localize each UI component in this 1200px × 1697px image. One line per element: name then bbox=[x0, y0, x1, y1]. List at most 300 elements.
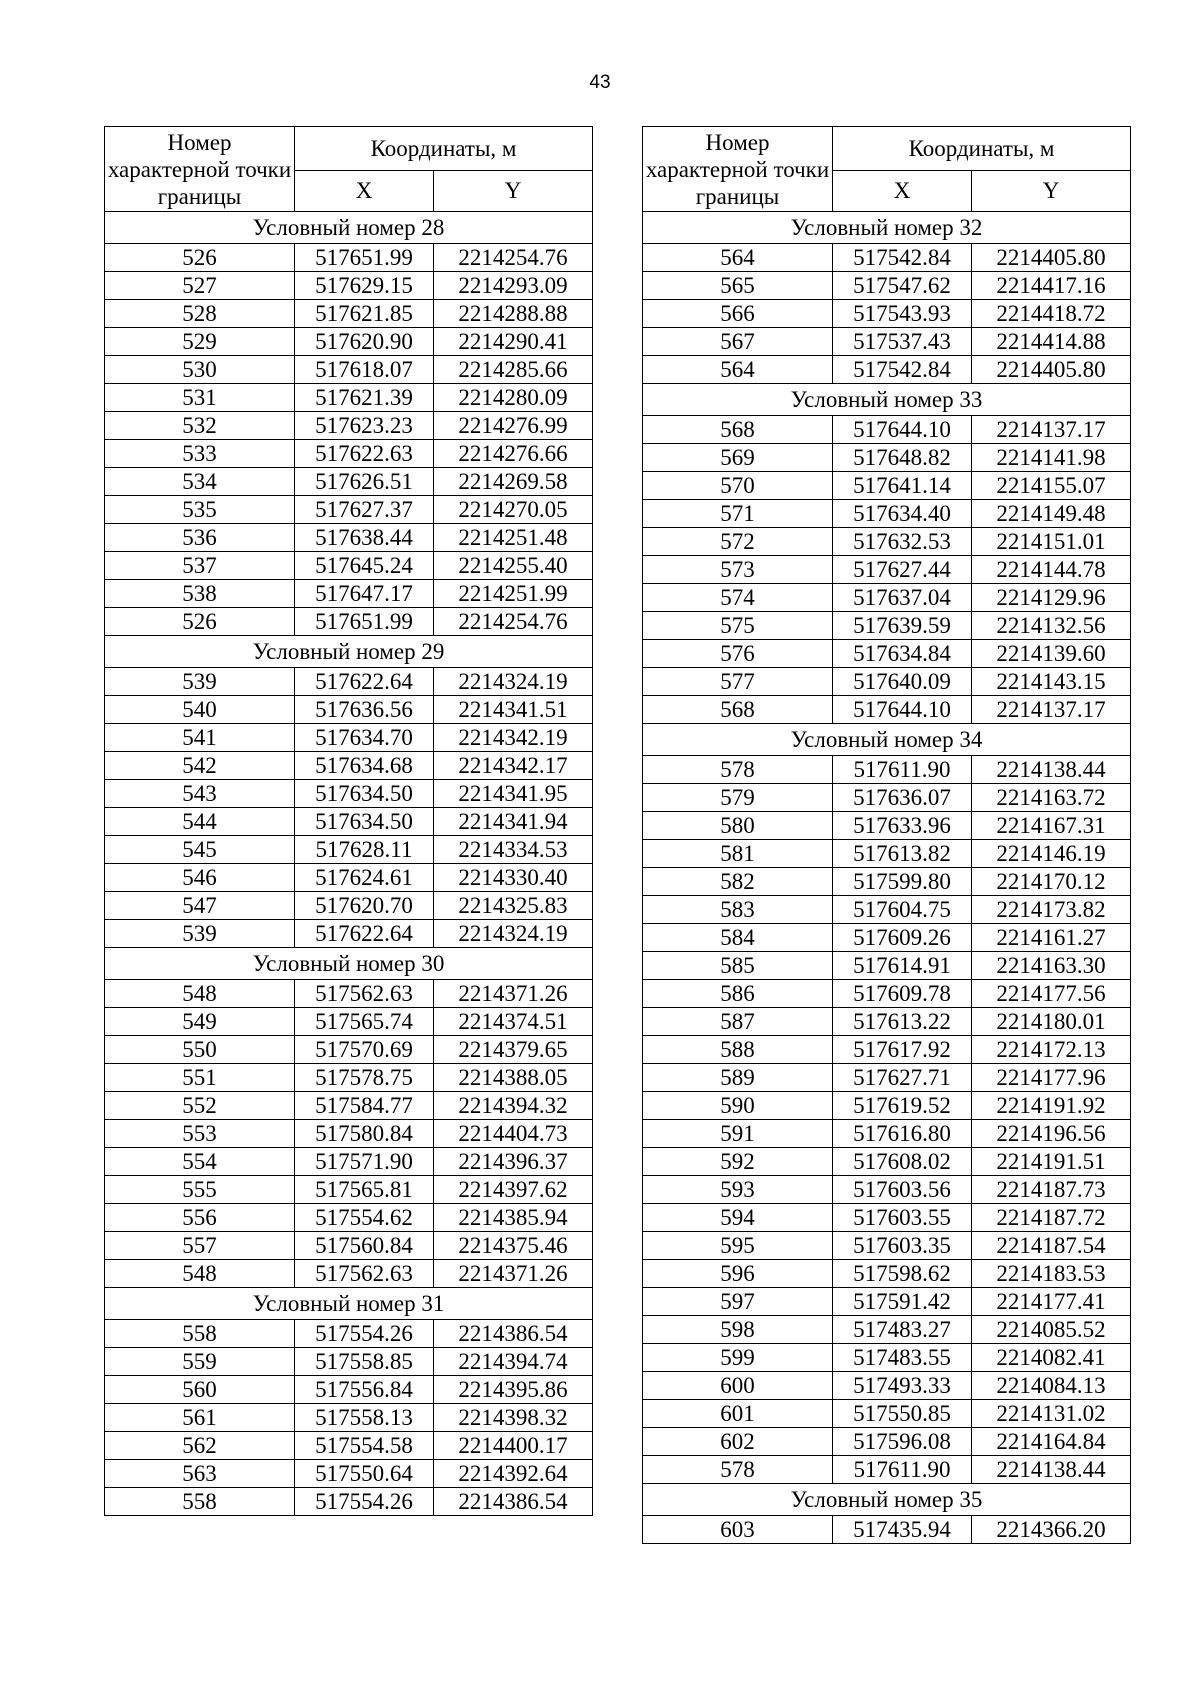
table-row bbox=[105, 496, 593, 524]
table-row bbox=[643, 952, 1131, 980]
x-coordinate-cell: 517637.04 bbox=[833, 584, 972, 612]
y-coordinate-cell: 2214137.17 bbox=[972, 416, 1131, 444]
x-coordinate-cell: 517624.61 bbox=[295, 864, 434, 892]
table-row bbox=[105, 468, 593, 496]
x-coordinate-cell: 517638.44 bbox=[295, 524, 434, 552]
y-coordinate-cell: 2214172.13 bbox=[972, 1036, 1131, 1064]
y-coordinate-cell: 2214280.09 bbox=[434, 384, 593, 412]
point-number-cell: 554 bbox=[105, 1148, 295, 1176]
table-row bbox=[105, 1460, 593, 1488]
point-number-cell: 556 bbox=[105, 1204, 295, 1232]
table-row bbox=[643, 272, 1131, 300]
point-number-cell: 570 bbox=[643, 472, 833, 500]
table-row bbox=[105, 272, 593, 300]
table-row bbox=[643, 244, 1131, 272]
x-coordinate-cell: 517648.82 bbox=[833, 444, 972, 472]
table-row bbox=[643, 1260, 1131, 1288]
point-number-cell: 545 bbox=[105, 836, 295, 864]
x-coordinate-cell: 517619.52 bbox=[833, 1092, 972, 1120]
table-row bbox=[643, 1176, 1131, 1204]
y-coordinate-cell: 2214170.12 bbox=[972, 868, 1131, 896]
x-coordinate-cell: 517603.55 bbox=[833, 1204, 972, 1232]
group-title: Условный номер 34 bbox=[643, 724, 1131, 756]
x-column-header: X bbox=[833, 171, 972, 212]
x-coordinate-cell: 517554.58 bbox=[295, 1432, 434, 1460]
y-coordinate-cell: 2214187.73 bbox=[972, 1176, 1131, 1204]
x-coordinate-cell: 517640.09 bbox=[833, 668, 972, 696]
y-coordinate-cell: 2214138.44 bbox=[972, 756, 1131, 784]
x-coordinate-cell: 517645.24 bbox=[295, 552, 434, 580]
table-row bbox=[105, 836, 593, 864]
table-row bbox=[643, 696, 1131, 724]
table-row bbox=[643, 868, 1131, 896]
coordinates-header: Координаты, м bbox=[295, 127, 593, 171]
x-coordinate-cell: 517644.10 bbox=[833, 696, 972, 724]
x-column-header: X bbox=[295, 171, 434, 212]
x-coordinate-cell: 517603.56 bbox=[833, 1176, 972, 1204]
point-number-cell: 564 bbox=[643, 244, 833, 272]
table-row bbox=[643, 1372, 1131, 1400]
x-coordinate-cell: 517562.63 bbox=[295, 980, 434, 1008]
point-number-cell: 585 bbox=[643, 952, 833, 980]
table-row bbox=[105, 1120, 593, 1148]
point-number-cell: 565 bbox=[643, 272, 833, 300]
point-number-cell: 590 bbox=[643, 1092, 833, 1120]
table-body-left bbox=[105, 127, 593, 1516]
x-coordinate-cell: 517614.91 bbox=[833, 952, 972, 980]
table-row bbox=[643, 1092, 1131, 1120]
table-row bbox=[105, 356, 593, 384]
x-coordinate-cell: 517633.96 bbox=[833, 812, 972, 840]
y-coordinate-cell: 2214276.99 bbox=[434, 412, 593, 440]
y-coordinate-cell: 2214394.74 bbox=[434, 1348, 593, 1376]
table-row bbox=[643, 328, 1131, 356]
y-coordinate-cell: 2214325.83 bbox=[434, 892, 593, 920]
point-number-cell: 560 bbox=[105, 1376, 295, 1404]
y-coordinate-cell: 2214341.95 bbox=[434, 780, 593, 808]
table-row bbox=[643, 640, 1131, 668]
point-number-cell: 568 bbox=[643, 696, 833, 724]
table-row bbox=[105, 1488, 593, 1516]
x-coordinate-cell: 517628.11 bbox=[295, 836, 434, 864]
x-coordinate-cell: 517622.63 bbox=[295, 440, 434, 468]
table-row bbox=[105, 244, 593, 272]
point-number-cell: 579 bbox=[643, 784, 833, 812]
y-coordinate-cell: 2214187.72 bbox=[972, 1204, 1131, 1232]
y-coordinate-cell: 2214396.37 bbox=[434, 1148, 593, 1176]
x-coordinate-cell: 517636.07 bbox=[833, 784, 972, 812]
point-number-cell: 598 bbox=[643, 1316, 833, 1344]
y-coordinate-cell: 2214366.20 bbox=[972, 1516, 1131, 1544]
point-number-cell: 593 bbox=[643, 1176, 833, 1204]
table-row bbox=[105, 724, 593, 752]
point-number-cell: 583 bbox=[643, 896, 833, 924]
point-number-cell: 562 bbox=[105, 1432, 295, 1460]
x-coordinate-cell: 517493.33 bbox=[833, 1372, 972, 1400]
point-number-cell: 595 bbox=[643, 1232, 833, 1260]
table-row bbox=[105, 524, 593, 552]
x-coordinate-cell: 517604.75 bbox=[833, 896, 972, 924]
table-row bbox=[643, 1036, 1131, 1064]
table-row bbox=[105, 1404, 593, 1432]
group-title: Условный номер 31 bbox=[105, 1288, 593, 1320]
y-coordinate-cell: 2214163.72 bbox=[972, 784, 1131, 812]
table-row bbox=[643, 1456, 1131, 1484]
x-coordinate-cell: 517611.90 bbox=[833, 1456, 972, 1484]
x-coordinate-cell: 517609.78 bbox=[833, 980, 972, 1008]
point-number-cell: 548 bbox=[105, 1260, 295, 1288]
point-number-cell: 529 bbox=[105, 328, 295, 356]
y-coordinate-cell: 2214155.07 bbox=[972, 472, 1131, 500]
y-coordinate-cell: 2214400.17 bbox=[434, 1432, 593, 1460]
y-coordinate-cell: 2214084.13 bbox=[972, 1372, 1131, 1400]
point-number-cell: 589 bbox=[643, 1064, 833, 1092]
table-row bbox=[105, 1348, 593, 1376]
x-coordinate-cell: 517627.37 bbox=[295, 496, 434, 524]
group-title-row bbox=[105, 948, 593, 980]
table-row bbox=[643, 1148, 1131, 1176]
y-coordinate-cell: 2214085.52 bbox=[972, 1316, 1131, 1344]
x-coordinate-cell: 517634.84 bbox=[833, 640, 972, 668]
x-coordinate-cell: 517613.22 bbox=[833, 1008, 972, 1036]
y-coordinate-cell: 2214151.01 bbox=[972, 528, 1131, 556]
group-title: Условный номер 28 bbox=[105, 212, 593, 244]
x-coordinate-cell: 517613.82 bbox=[833, 840, 972, 868]
group-title: Условный номер 32 bbox=[643, 212, 1131, 244]
x-coordinate-cell: 517554.62 bbox=[295, 1204, 434, 1232]
y-coordinate-cell: 2214164.84 bbox=[972, 1428, 1131, 1456]
group-title-row bbox=[643, 724, 1131, 756]
point-number-cell: 578 bbox=[643, 1456, 833, 1484]
x-coordinate-cell: 517651.99 bbox=[295, 244, 434, 272]
y-coordinate-cell: 2214146.19 bbox=[972, 840, 1131, 868]
x-coordinate-cell: 517616.80 bbox=[833, 1120, 972, 1148]
y-coordinate-cell: 2214405.80 bbox=[972, 244, 1131, 272]
x-coordinate-cell: 517621.85 bbox=[295, 300, 434, 328]
point-number-cell: 577 bbox=[643, 668, 833, 696]
y-coordinate-cell: 2214163.30 bbox=[972, 952, 1131, 980]
point-number-cell: 586 bbox=[643, 980, 833, 1008]
y-coordinate-cell: 2214173.82 bbox=[972, 896, 1131, 924]
y-coordinate-cell: 2214183.53 bbox=[972, 1260, 1131, 1288]
x-coordinate-cell: 517634.70 bbox=[295, 724, 434, 752]
y-coordinate-cell: 2214161.27 bbox=[972, 924, 1131, 952]
table-row bbox=[105, 552, 593, 580]
x-coordinate-cell: 517620.90 bbox=[295, 328, 434, 356]
group-title-row bbox=[105, 636, 593, 668]
group-title-row bbox=[105, 212, 593, 244]
point-number-cell: 535 bbox=[105, 496, 295, 524]
x-coordinate-cell: 517609.26 bbox=[833, 924, 972, 952]
point-number-cell: 542 bbox=[105, 752, 295, 780]
table-row bbox=[105, 1432, 593, 1460]
y-coordinate-cell: 2214394.32 bbox=[434, 1092, 593, 1120]
y-coordinate-cell: 2214191.92 bbox=[972, 1092, 1131, 1120]
x-coordinate-cell: 517560.84 bbox=[295, 1232, 434, 1260]
point-number-cell: 597 bbox=[643, 1288, 833, 1316]
point-number-cell: 561 bbox=[105, 1404, 295, 1432]
y-coordinate-cell: 2214132.56 bbox=[972, 612, 1131, 640]
point-number-cell: 546 bbox=[105, 864, 295, 892]
x-coordinate-cell: 517634.50 bbox=[295, 780, 434, 808]
y-coordinate-cell: 2214254.76 bbox=[434, 244, 593, 272]
y-coordinate-cell: 2214371.26 bbox=[434, 980, 593, 1008]
x-coordinate-cell: 517547.62 bbox=[833, 272, 972, 300]
x-coordinate-cell: 517565.81 bbox=[295, 1176, 434, 1204]
x-coordinate-cell: 517620.70 bbox=[295, 892, 434, 920]
y-coordinate-cell: 2214395.86 bbox=[434, 1376, 593, 1404]
point-number-header: Номер характерной точки границы bbox=[643, 127, 833, 212]
y-coordinate-cell: 2214397.62 bbox=[434, 1176, 593, 1204]
table-row bbox=[643, 300, 1131, 328]
table-row bbox=[643, 472, 1131, 500]
y-coordinate-cell: 2214285.66 bbox=[434, 356, 593, 384]
x-coordinate-cell: 517627.71 bbox=[833, 1064, 972, 1092]
y-coordinate-cell: 2214374.51 bbox=[434, 1008, 593, 1036]
point-number-cell: 572 bbox=[643, 528, 833, 556]
y-coordinate-cell: 2214251.48 bbox=[434, 524, 593, 552]
y-coordinate-cell: 2214371.26 bbox=[434, 1260, 593, 1288]
table-row bbox=[105, 1036, 593, 1064]
point-number-cell: 537 bbox=[105, 552, 295, 580]
point-number-cell: 551 bbox=[105, 1064, 295, 1092]
x-coordinate-cell: 517622.64 bbox=[295, 668, 434, 696]
page-number: 43 bbox=[589, 72, 611, 93]
table-row bbox=[105, 1232, 593, 1260]
x-coordinate-cell: 517651.99 bbox=[295, 608, 434, 636]
table-row bbox=[105, 892, 593, 920]
point-number-cell: 573 bbox=[643, 556, 833, 584]
x-coordinate-cell: 517556.84 bbox=[295, 1376, 434, 1404]
table-row bbox=[643, 980, 1131, 1008]
x-coordinate-cell: 517598.62 bbox=[833, 1260, 972, 1288]
x-coordinate-cell: 517636.56 bbox=[295, 696, 434, 724]
table-row bbox=[643, 1204, 1131, 1232]
y-coordinate-cell: 2214388.05 bbox=[434, 1064, 593, 1092]
point-number-cell: 591 bbox=[643, 1120, 833, 1148]
point-number-cell: 533 bbox=[105, 440, 295, 468]
table-row bbox=[105, 696, 593, 724]
y-coordinate-cell: 2214342.19 bbox=[434, 724, 593, 752]
x-coordinate-cell: 517550.85 bbox=[833, 1400, 972, 1428]
table-row bbox=[105, 440, 593, 468]
x-coordinate-cell: 517570.69 bbox=[295, 1036, 434, 1064]
point-number-cell: 568 bbox=[643, 416, 833, 444]
y-coordinate-cell: 2214276.66 bbox=[434, 440, 593, 468]
group-title: Условный номер 30 bbox=[105, 948, 593, 980]
table-row bbox=[105, 580, 593, 608]
y-coordinate-cell: 2214288.88 bbox=[434, 300, 593, 328]
y-coordinate-cell: 2214131.02 bbox=[972, 1400, 1131, 1428]
point-number-cell: 555 bbox=[105, 1176, 295, 1204]
y-coordinate-cell: 2214177.56 bbox=[972, 980, 1131, 1008]
point-number-cell: 601 bbox=[643, 1400, 833, 1428]
y-coordinate-cell: 2214270.05 bbox=[434, 496, 593, 524]
x-coordinate-cell: 517584.77 bbox=[295, 1092, 434, 1120]
point-number-cell: 548 bbox=[105, 980, 295, 1008]
table-row bbox=[643, 1428, 1131, 1456]
x-coordinate-cell: 517542.84 bbox=[833, 244, 972, 272]
x-coordinate-cell: 517565.74 bbox=[295, 1008, 434, 1036]
table-row bbox=[105, 1176, 593, 1204]
point-number-cell: 544 bbox=[105, 808, 295, 836]
table-row bbox=[643, 1316, 1131, 1344]
x-coordinate-cell: 517634.40 bbox=[833, 500, 972, 528]
y-coordinate-cell: 2214138.44 bbox=[972, 1456, 1131, 1484]
table-row bbox=[105, 668, 593, 696]
table-row bbox=[643, 1232, 1131, 1260]
table-row bbox=[105, 300, 593, 328]
y-coordinate-cell: 2214386.54 bbox=[434, 1488, 593, 1516]
point-number-cell: 599 bbox=[643, 1344, 833, 1372]
group-title: Условный номер 33 bbox=[643, 384, 1131, 416]
table-row bbox=[643, 1344, 1131, 1372]
point-number-cell: 600 bbox=[643, 1372, 833, 1400]
y-coordinate-cell: 2214398.32 bbox=[434, 1404, 593, 1432]
point-number-cell: 588 bbox=[643, 1036, 833, 1064]
table-row bbox=[643, 416, 1131, 444]
table-row bbox=[105, 920, 593, 948]
y-column-header: Y bbox=[434, 171, 593, 212]
table-body-right bbox=[643, 127, 1131, 1544]
x-coordinate-cell: 517558.13 bbox=[295, 1404, 434, 1432]
point-number-header: Номер характерной точки границы bbox=[105, 127, 295, 212]
y-coordinate-cell: 2214417.16 bbox=[972, 272, 1131, 300]
x-coordinate-cell: 517639.59 bbox=[833, 612, 972, 640]
point-number-cell: 587 bbox=[643, 1008, 833, 1036]
y-coordinate-cell: 2214196.56 bbox=[972, 1120, 1131, 1148]
y-coordinate-cell: 2214137.17 bbox=[972, 696, 1131, 724]
point-number-cell: 603 bbox=[643, 1516, 833, 1544]
x-coordinate-cell: 517618.07 bbox=[295, 356, 434, 384]
table-row bbox=[643, 924, 1131, 952]
point-number-cell: 552 bbox=[105, 1092, 295, 1120]
point-number-cell: 581 bbox=[643, 840, 833, 868]
table-row bbox=[105, 1376, 593, 1404]
point-number-cell: 558 bbox=[105, 1488, 295, 1516]
coordinates-header: Координаты, м bbox=[833, 127, 1131, 171]
y-coordinate-cell: 2214392.64 bbox=[434, 1460, 593, 1488]
y-coordinate-cell: 2214269.58 bbox=[434, 468, 593, 496]
x-coordinate-cell: 517634.50 bbox=[295, 808, 434, 836]
group-title-row bbox=[643, 212, 1131, 244]
point-number-cell: 602 bbox=[643, 1428, 833, 1456]
table-row bbox=[105, 808, 593, 836]
y-coordinate-cell: 2214414.88 bbox=[972, 328, 1131, 356]
table-row bbox=[105, 1092, 593, 1120]
x-coordinate-cell: 517537.43 bbox=[833, 328, 972, 356]
point-number-cell: 567 bbox=[643, 328, 833, 356]
y-coordinate-cell: 2214404.73 bbox=[434, 1120, 593, 1148]
point-number-cell: 543 bbox=[105, 780, 295, 808]
x-coordinate-cell: 517550.64 bbox=[295, 1460, 434, 1488]
y-coordinate-cell: 2214255.40 bbox=[434, 552, 593, 580]
point-number-cell: 563 bbox=[105, 1460, 295, 1488]
y-coordinate-cell: 2214293.09 bbox=[434, 272, 593, 300]
table-row bbox=[105, 1064, 593, 1092]
y-coordinate-cell: 2214330.40 bbox=[434, 864, 593, 892]
y-column-header: Y bbox=[972, 171, 1131, 212]
table-row bbox=[105, 864, 593, 892]
point-number-cell: 528 bbox=[105, 300, 295, 328]
point-number-cell: 574 bbox=[643, 584, 833, 612]
y-coordinate-cell: 2214418.72 bbox=[972, 300, 1131, 328]
point-number-cell: 536 bbox=[105, 524, 295, 552]
y-coordinate-cell: 2214082.41 bbox=[972, 1344, 1131, 1372]
point-number-cell: 578 bbox=[643, 756, 833, 784]
table-row bbox=[105, 752, 593, 780]
x-coordinate-cell: 517554.26 bbox=[295, 1488, 434, 1516]
y-coordinate-cell: 2214342.17 bbox=[434, 752, 593, 780]
point-number-cell: 526 bbox=[105, 608, 295, 636]
point-number-cell: 539 bbox=[105, 668, 295, 696]
x-coordinate-cell: 517558.85 bbox=[295, 1348, 434, 1376]
table-row bbox=[643, 668, 1131, 696]
point-number-cell: 540 bbox=[105, 696, 295, 724]
point-number-cell: 594 bbox=[643, 1204, 833, 1232]
table-row bbox=[105, 328, 593, 356]
y-coordinate-cell: 2214180.01 bbox=[972, 1008, 1131, 1036]
point-number-cell: 539 bbox=[105, 920, 295, 948]
x-coordinate-cell: 517647.17 bbox=[295, 580, 434, 608]
table-row bbox=[643, 612, 1131, 640]
y-coordinate-cell: 2214144.78 bbox=[972, 556, 1131, 584]
point-number-cell: 576 bbox=[643, 640, 833, 668]
x-coordinate-cell: 517632.53 bbox=[833, 528, 972, 556]
x-coordinate-cell: 517644.10 bbox=[833, 416, 972, 444]
x-coordinate-cell: 517629.15 bbox=[295, 272, 434, 300]
table-row bbox=[105, 1204, 593, 1232]
table-row bbox=[643, 528, 1131, 556]
point-number-cell: 558 bbox=[105, 1320, 295, 1348]
point-number-cell: 584 bbox=[643, 924, 833, 952]
y-coordinate-cell: 2214251.99 bbox=[434, 580, 593, 608]
x-coordinate-cell: 517599.80 bbox=[833, 868, 972, 896]
y-coordinate-cell: 2214375.46 bbox=[434, 1232, 593, 1260]
table-row bbox=[643, 444, 1131, 472]
x-coordinate-cell: 517626.51 bbox=[295, 468, 434, 496]
y-coordinate-cell: 2214129.96 bbox=[972, 584, 1131, 612]
point-number-cell: 559 bbox=[105, 1348, 295, 1376]
point-number-cell: 527 bbox=[105, 272, 295, 300]
x-coordinate-cell: 517591.42 bbox=[833, 1288, 972, 1316]
x-coordinate-cell: 517596.08 bbox=[833, 1428, 972, 1456]
y-coordinate-cell: 2214386.54 bbox=[434, 1320, 593, 1348]
x-coordinate-cell: 517578.75 bbox=[295, 1064, 434, 1092]
x-coordinate-cell: 517542.84 bbox=[833, 356, 972, 384]
coordinates-table-left bbox=[104, 126, 593, 1516]
point-number-cell: 526 bbox=[105, 244, 295, 272]
x-coordinate-cell: 517622.64 bbox=[295, 920, 434, 948]
table-row bbox=[105, 1260, 593, 1288]
x-coordinate-cell: 517483.55 bbox=[833, 1344, 972, 1372]
x-coordinate-cell: 517641.14 bbox=[833, 472, 972, 500]
y-coordinate-cell: 2214139.60 bbox=[972, 640, 1131, 668]
y-coordinate-cell: 2214324.19 bbox=[434, 920, 593, 948]
table-row bbox=[105, 780, 593, 808]
y-coordinate-cell: 2214324.19 bbox=[434, 668, 593, 696]
point-number-cell: 569 bbox=[643, 444, 833, 472]
y-coordinate-cell: 2214167.31 bbox=[972, 812, 1131, 840]
table-row bbox=[643, 1008, 1131, 1036]
y-coordinate-cell: 2214254.76 bbox=[434, 608, 593, 636]
table-row bbox=[643, 584, 1131, 612]
table-row bbox=[643, 840, 1131, 868]
table-row bbox=[643, 784, 1131, 812]
point-number-cell: 580 bbox=[643, 812, 833, 840]
table-row bbox=[643, 500, 1131, 528]
x-coordinate-cell: 517483.27 bbox=[833, 1316, 972, 1344]
